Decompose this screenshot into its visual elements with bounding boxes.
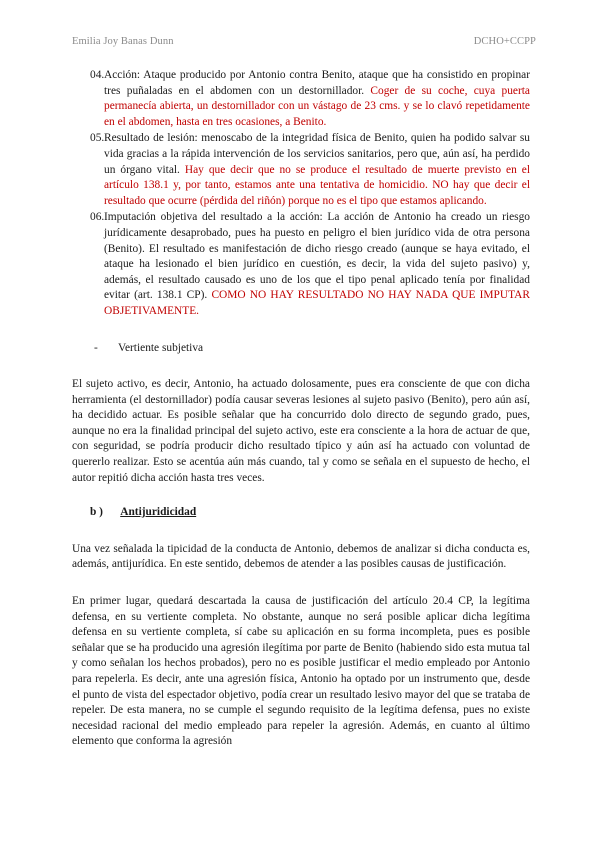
correction-note: Coger de su coche, cuya puerta permanecía abierta, un destornillador con un vástago de 23 cms. y se lo clavó repetidamente en el abdomen, hasta en tres ocasiones, a Benito.: [104, 84, 530, 128]
list-number: 05.: [90, 132, 105, 145]
paragraph-intro: Una vez señalada la tipicidad de la conducta de Antonio, debemos de analizar si dicha conducta es, además, antijurídica. En este sentido, debemos de atender a las posibles causas de justificación.: [72, 542, 530, 571]
dash-marker: -: [94, 341, 98, 354]
paragraph-subjective: El sujeto activo, es decir, Antonio, ha actuado dolosamente, pues era consciente de que con dicha herramienta (el destornillador) podía causar severas lesiones al sujeto pasivo (Benito), pero aún así, ha decidido actuar. Es posible señalar que ha concurrido dolo directo de segundo grado, pues, aunque no era la finalidad principal del sujeto activo, este era consciente a la hora de actuar de que, con seguridad, se podría producir dicho resultado típico y aún así ha actuado con voluntad de quererlo realizar. Esto se acentúa aún más cuando, tal y como se señala en el supuesto de hecho, el autor repitió dicha acción hasta tres veces.: [72, 378, 530, 484]
paragraph-defense: En primer lugar, quedará descartada la causa de justificación del artículo 20.4 CP, la legítima defensa, en su vertiente completa. No obstante, aunque no será posible aplicar dicha legítima defensa en su vertiente completa, sí cabe su aplicación en su forma incompleta, pues es posible señalar que se ha producido una agresión ilegítima por parte de Benito (habiendo sido esta mutua tal y como señalan los hechos probados), pero no es posible justificar el medio empleado por Antonio para repelerla. Es decir, ante una agresión física, Antonio ha optado por un instrumento que, desde el punto de vista del espectador objetivo, podía crear un resultado lesivo mayor del que se trataba de repeler. De esta manera, no se cumple el segundo requisito de la legítima defensa, pues no existe necesidad racional del medio empleado para repeler la agresión. Además, en cuanto al último elemento que conforma la agresión: [72, 595, 530, 748]
page-header: [72, 36, 536, 47]
list-text: Resultado de lesión: menoscabo de la integridad física de Benito, quien ha podido salvar su vida gracias a la rápida intervención de los servicios sanitarios, pero que, aún así, ha perdido un órgano vital.: [104, 132, 530, 176]
list-number: 04.: [90, 69, 105, 81]
header-course: DCHO+CCPP: [473, 36, 536, 47]
list-item: [72, 131, 530, 209]
section-heading: [72, 505, 530, 521]
subjective-label: Vertiente subjetiva: [118, 341, 204, 354]
list-text: Acción: Ataque producido por Antonio contra Benito, ataque que ha consistido en propinar tres puñaladas en el abdomen con un destornillador.: [104, 69, 530, 97]
header-author: Emilia Joy Banas Dunn: [72, 36, 174, 47]
correction-note: Hay que decir que no se produce el resultado de muerte previsto en el artículo 138.1 y, por tanto, estamos ante una tentativa de homicidio. NO hay que decir el resultado que ocurre (pérdida del riñón) porque no es el tipo que estamos aplicando.: [104, 163, 530, 207]
subjective-bullet: [72, 341, 530, 357]
element-list: [72, 68, 530, 320]
list-item: [72, 210, 530, 319]
list-item: [72, 68, 530, 130]
list-text: Imputación objetiva del resultado a la acción: La acción de Antonio ha creado un riesgo jurídicamente desaprobado, pues ha puesto en peligro el bien jurídico vida de otra persona (Benito). El resultado es manifestación de dicho riesgo creado (aunque se haya evitado, el ataque ha lesionado el bien jurídico en cuestión, es decir, la vida del sujeto pasivo) y, además, el resultado causado es uno de los que el tipo penal aplicado tenía por finalidad evitar (art. 138.1 CP).: [104, 211, 530, 302]
list-number: 06.: [90, 211, 105, 224]
section-number: b ): [90, 506, 103, 519]
section-title: Antijuridicidad: [120, 506, 197, 519]
document-body: [72, 68, 530, 750]
correction-note: COMO NO HAY RESULTADO NO HAY NADA QUE IMPUTAR OBJETIVAMENTE.: [104, 289, 530, 317]
